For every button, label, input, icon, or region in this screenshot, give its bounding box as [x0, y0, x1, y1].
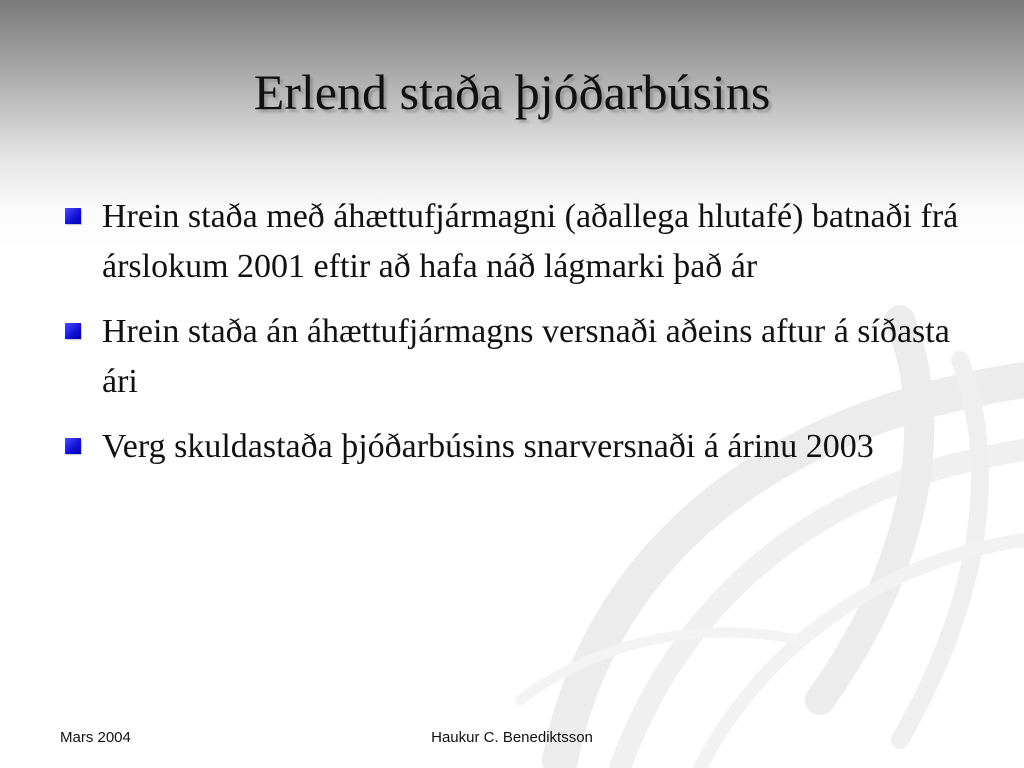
bullet-item — [62, 307, 962, 407]
square-bullet-icon — [65, 438, 81, 454]
bullet-text: Hrein staða með áhættufjármagni (aðallega hlutafé) batnaði frá árslokum 2001 eftir að hafa náð lágmarki það ár — [102, 198, 959, 285]
square-bullet-icon — [65, 323, 81, 339]
square-bullet-icon — [65, 208, 81, 224]
footer-date: Mars 2004 — [60, 729, 131, 746]
bullet-text: Hrein staða án áhættufjármagns versnaði aðeins aftur á síðasta ári — [102, 313, 950, 400]
bullet-list — [62, 192, 962, 487]
footer-author: Haukur C. Benediktsson — [431, 729, 593, 746]
bullet-item — [62, 422, 962, 472]
slide-title: Erlend staða þjóðarbúsins — [253, 64, 771, 120]
bullet-text: Verg skuldastaða þjóðarbúsins snarversnaði á árinu 2003 — [102, 428, 874, 465]
bullet-item — [62, 192, 962, 292]
